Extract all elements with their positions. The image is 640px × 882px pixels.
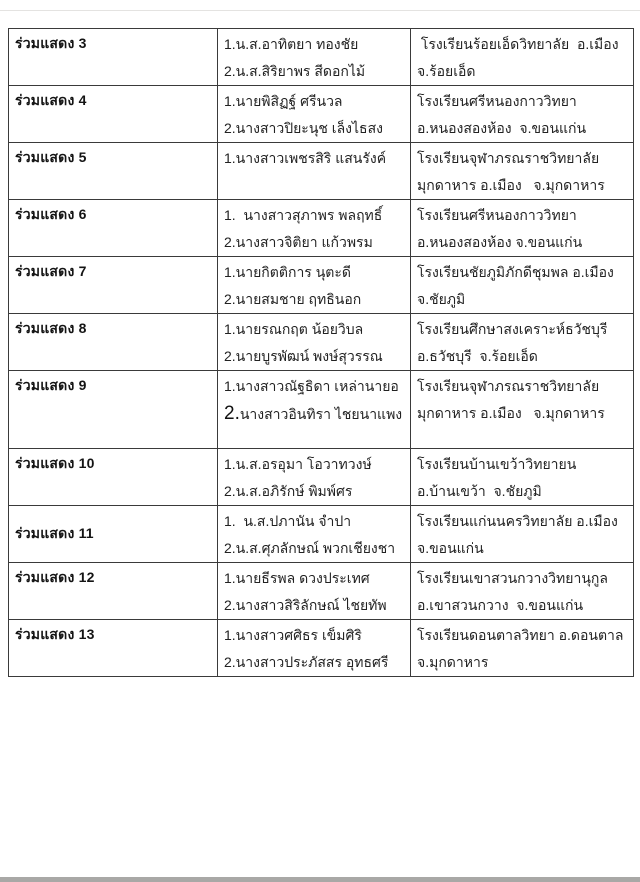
student-name-line: 1.นางสาวศศิธร เข็มศิริ [224,627,362,643]
student-name-line: 1.นางสาวณัฐธิดา เหล่านายอ [224,378,399,394]
school-cell [411,257,634,314]
page-bottom-edge [0,877,640,882]
participant-number-cell [9,506,218,563]
participant-number-cell [9,620,218,677]
participant-number-label: ร่วมแสดง 10 [15,455,95,471]
student-names-cell [218,563,411,620]
participant-number-label: ร่วมแสดง 5 [15,149,87,165]
participant-number-cell [9,371,218,449]
participants-table-body [9,29,634,677]
student-names-cell [218,449,411,506]
student-names-cell [218,371,411,449]
student-name-line: 1. น.ส.ปภานัน จำปา [224,513,352,529]
participant-number-cell [9,29,218,86]
participant-number-cell [9,257,218,314]
school-text: โรงเรียนเขาสวนกวางวิทยานุกูล อ.เขาสวนกวาง จ.ขอนแก่น [417,570,612,613]
student-names-cell [218,257,411,314]
participant-number-cell [9,314,218,371]
student-name-line: 1.น.ส.อรอุมา โอวาทวงษ์ [224,456,372,472]
participant-number-cell [9,449,218,506]
table-row [9,29,634,86]
school-cell [411,371,634,449]
participant-number-label: ร่วมแสดง 9 [15,377,87,393]
table-row [9,257,634,314]
participant-number-cell [9,143,218,200]
school-text: โรงเรียนชัยภูมิภักดีชุมพล อ.เมือง จ.ชัยภูมิ [417,264,622,307]
student-name-line: 2.น.ส.อภิรักษ์ พิมพ์ศร [224,483,353,499]
participant-number-label: ร่วมแสดง 11 [15,525,94,541]
school-cell [411,449,634,506]
student-name-line: 2.น.ส.ศุภลักษณ์ พวกเชียงชา [224,540,396,556]
participant-number-label: ร่วมแสดง 7 [15,263,87,279]
student-name-line: 2.นางสาวอินทิรา ไชยนาแพง [224,403,403,424]
table-row [9,506,634,563]
student-names-cell [218,29,411,86]
student-name-line: 1.นายรณกฤต น้อยวิบล [224,321,364,337]
student-name-line: 2.นายบูรพัฒน์ พงษ์สุวรรณ [224,348,383,364]
school-text: โรงเรียนร้อยเอ็ดวิทยาลัย อ.เมือง จ.ร้อยเอ็ด [417,36,623,79]
school-cell [411,86,634,143]
school-cell [411,563,634,620]
participant-number-cell [9,86,218,143]
student-name-line: 1.น.ส.อาทิตยา ทองชัย [224,36,359,52]
school-cell [411,143,634,200]
participants-table [8,28,634,677]
school-cell [411,29,634,86]
school-text: โรงเรียนศรีหนองกาววิทยา อ.หนองสองห้อง จ.ขอนแก่น [417,93,587,136]
table-row [9,371,634,449]
student-names-cell [218,314,411,371]
table-row [9,86,634,143]
participant-number-label: ร่วมแสดง 8 [15,320,87,336]
student-name-line: 2.นายสมชาย ฤทธินอก [224,291,362,307]
school-cell [411,314,634,371]
table-row [9,143,634,200]
table-row [9,563,634,620]
school-text: โรงเรียนแก่นนครวิทยาลัย อ.เมือง จ.ขอนแก่น [417,513,622,556]
school-text: โรงเรียนดอนตาลวิทยา อ.ดอนตาล จ.มุกดาหาร [417,627,628,670]
table-row [9,200,634,257]
table-row [9,620,634,677]
student-names-cell [218,620,411,677]
participant-number-label: ร่วมแสดง 4 [15,92,87,108]
student-name-line: 1.นางสาวเพชรสิริ แสนรังค์ [224,150,387,166]
school-cell [411,506,634,563]
participant-number-label: ร่วมแสดง 6 [15,206,87,222]
student-names-cell [218,143,411,200]
table-row [9,449,634,506]
school-cell [411,200,634,257]
school-text: โรงเรียนจุฬาภรณราชวิทยาลัย มุกดาหาร อ.เมือง จ.มุกดาหาร [417,378,605,421]
student-name-line: 1.นายกิตติการ นุตะดี [224,264,351,280]
page-top-edge [0,10,640,11]
student-names-cell [218,506,411,563]
school-text: โรงเรียนจุฬาภรณราชวิทยาลัย มุกดาหาร อ.เมือง จ.มุกดาหาร [417,150,605,193]
participant-number-cell [9,563,218,620]
participant-number-label: ร่วมแสดง 13 [15,626,95,642]
participant-number-cell [9,200,218,257]
student-names-cell [218,86,411,143]
school-text: โรงเรียนศึกษาสงเคราะห์ธวัชบุรี อ.ธวัชบุรี จ.ร้อยเอ็ด [417,321,612,364]
student-name-line: 2.นางสาวสิริลักษณ์ ไชยทัพ [224,597,387,613]
student-name-line: 2.น.ส.สิริยาพร สีดอกไม้ [224,63,366,79]
participant-number-label: ร่วมแสดง 3 [15,35,87,51]
student-names-cell [218,200,411,257]
student-name-line: 1. นางสาวสุภาพร พลฤทธิ์ [224,207,383,223]
student-name-line: 1.นายธีรพล ดวงประเทศ [224,570,370,586]
participant-number-label: ร่วมแสดง 12 [15,569,95,585]
student-name-line: 2.นางสาวจิติยา แก้วพรม [224,234,373,250]
school-text: โรงเรียนบ้านเขว้าวิทยายน อ.บ้านเขว้า จ.ชัยภูมิ [417,456,581,499]
school-text: โรงเรียนศรีหนองกาววิทยา อ.หนองสองห้อง จ.ขอนแก่น [417,207,585,250]
student-name-line: 2.นางสาวปิยะนุช เล็งไธสง [224,120,383,136]
school-cell [411,620,634,677]
student-name-line: 1.นายพิสิฏฐ์ ศรีนวล [224,93,343,109]
table-row [9,314,634,371]
student-name-line: 2.นางสาวประภัสสร อุทธศรี [224,654,389,670]
